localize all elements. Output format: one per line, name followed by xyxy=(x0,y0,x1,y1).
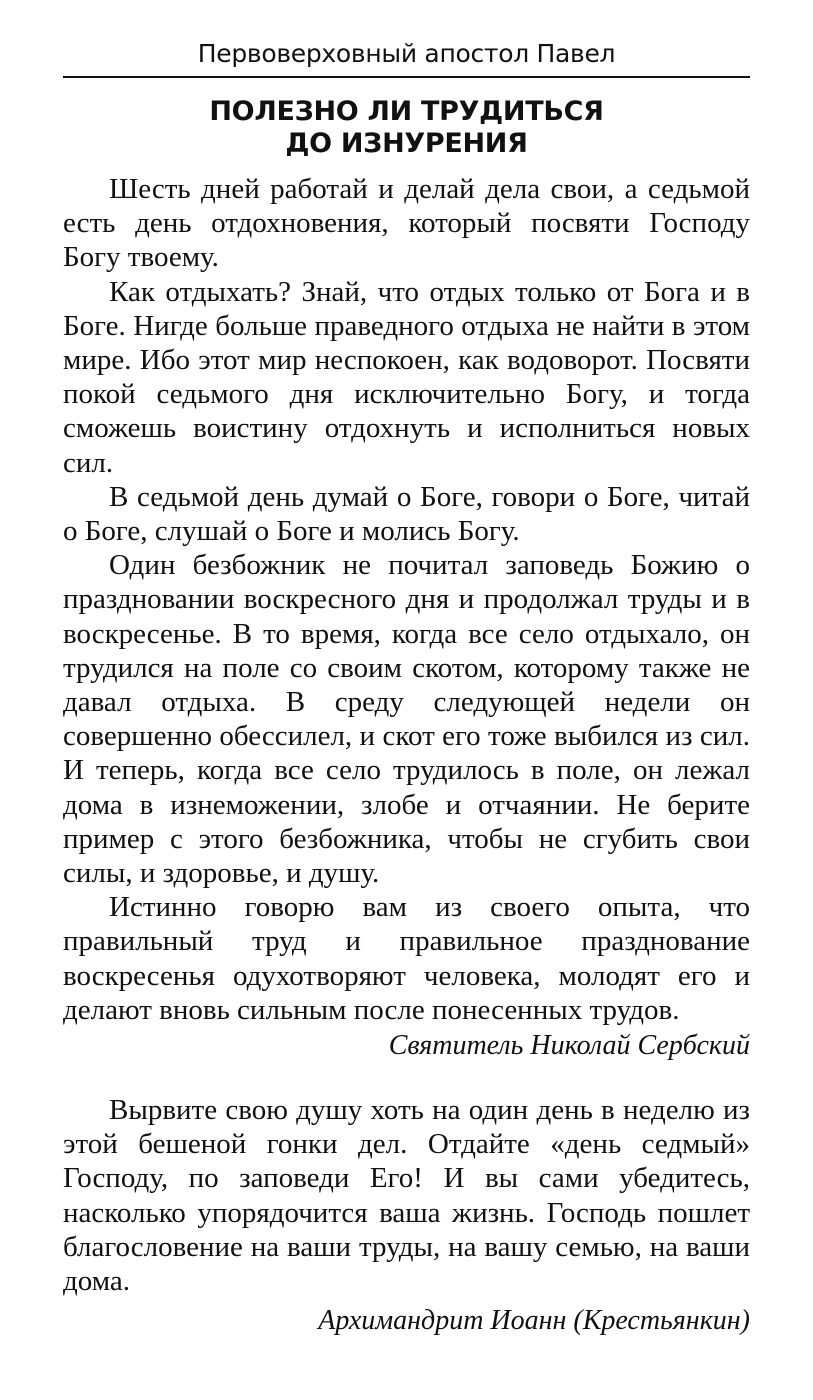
attribution-ioann: Архимандрит Иоанн (Крестьянкин) xyxy=(318,1305,750,1337)
paragraph-5: Истинно говорю вам из своего опыта, что правильный труд и правильное празднование воскресенья одухотворяют человека, молодят его и делают вновь сильным после понесенных трудов. xyxy=(63,891,750,1026)
paragraph-2: Как отдыхать? Знай, что отдых только от Бога и в Боге. Нигде больше праведного отдыха не найти в этом мире. Ибо этот мир неспокоен, как водоворот. Посвяти покой седьмого дня исключительно Богу, и тогда сможешь воистину отдохнуть и исполниться новых сил. xyxy=(63,275,750,479)
second-quote xyxy=(63,1093,750,1298)
paragraph-1: Шесть дней работай и делай дела свои, а седьмой есть день отдохновения, который посвяти Господу Богу твоему. xyxy=(63,173,750,274)
attribution-nikolai: Святитель Николай Сербский xyxy=(388,1030,750,1062)
paragraph-6: Вырвите свою душу хоть на один день в неделю из этой бешеной гонки дел. Отдайте «день седмый» Господу, по заповеди Его! И вы сами убедитесь, насколько упорядочится ваша жизнь. Господь пошлет благословение на ваши труды, на вашу семью, на ваши дома. xyxy=(63,1094,750,1298)
chapter-title xyxy=(63,96,750,160)
chapter-title-line-2: ДО ИЗНУРЕНИЯ xyxy=(285,128,528,159)
article-body xyxy=(63,172,750,1027)
chapter-title-line-1: ПОЛЕЗНО ЛИ ТРУДИТЬСЯ xyxy=(209,96,604,127)
paragraph-4: Один безбожник не почитал заповедь Божию о праздновании воскресного дня и продолжал труды и в воскресенье. В то время, когда все село отдыхало, он трудился на поле со своим скотом, которому также не давал отдыха. В среду следующей недели он совершенно обессилел, и скот его тоже выбился из сил. И теперь, когда все село трудилось в поле, он лежал дома в изнеможении, злобе и отчаянии. Не берите пример с этого безбожника, чтобы не сгубить свои силы, и здоровье, и душу. xyxy=(63,549,750,890)
running-header: Первоверховный апостол Павел xyxy=(63,38,750,78)
book-page xyxy=(63,38,750,1338)
paragraph-3: В седьмой день думай о Боге, говори о Боге, читай о Боге, слушай о Боге и молись Богу. xyxy=(63,480,750,548)
